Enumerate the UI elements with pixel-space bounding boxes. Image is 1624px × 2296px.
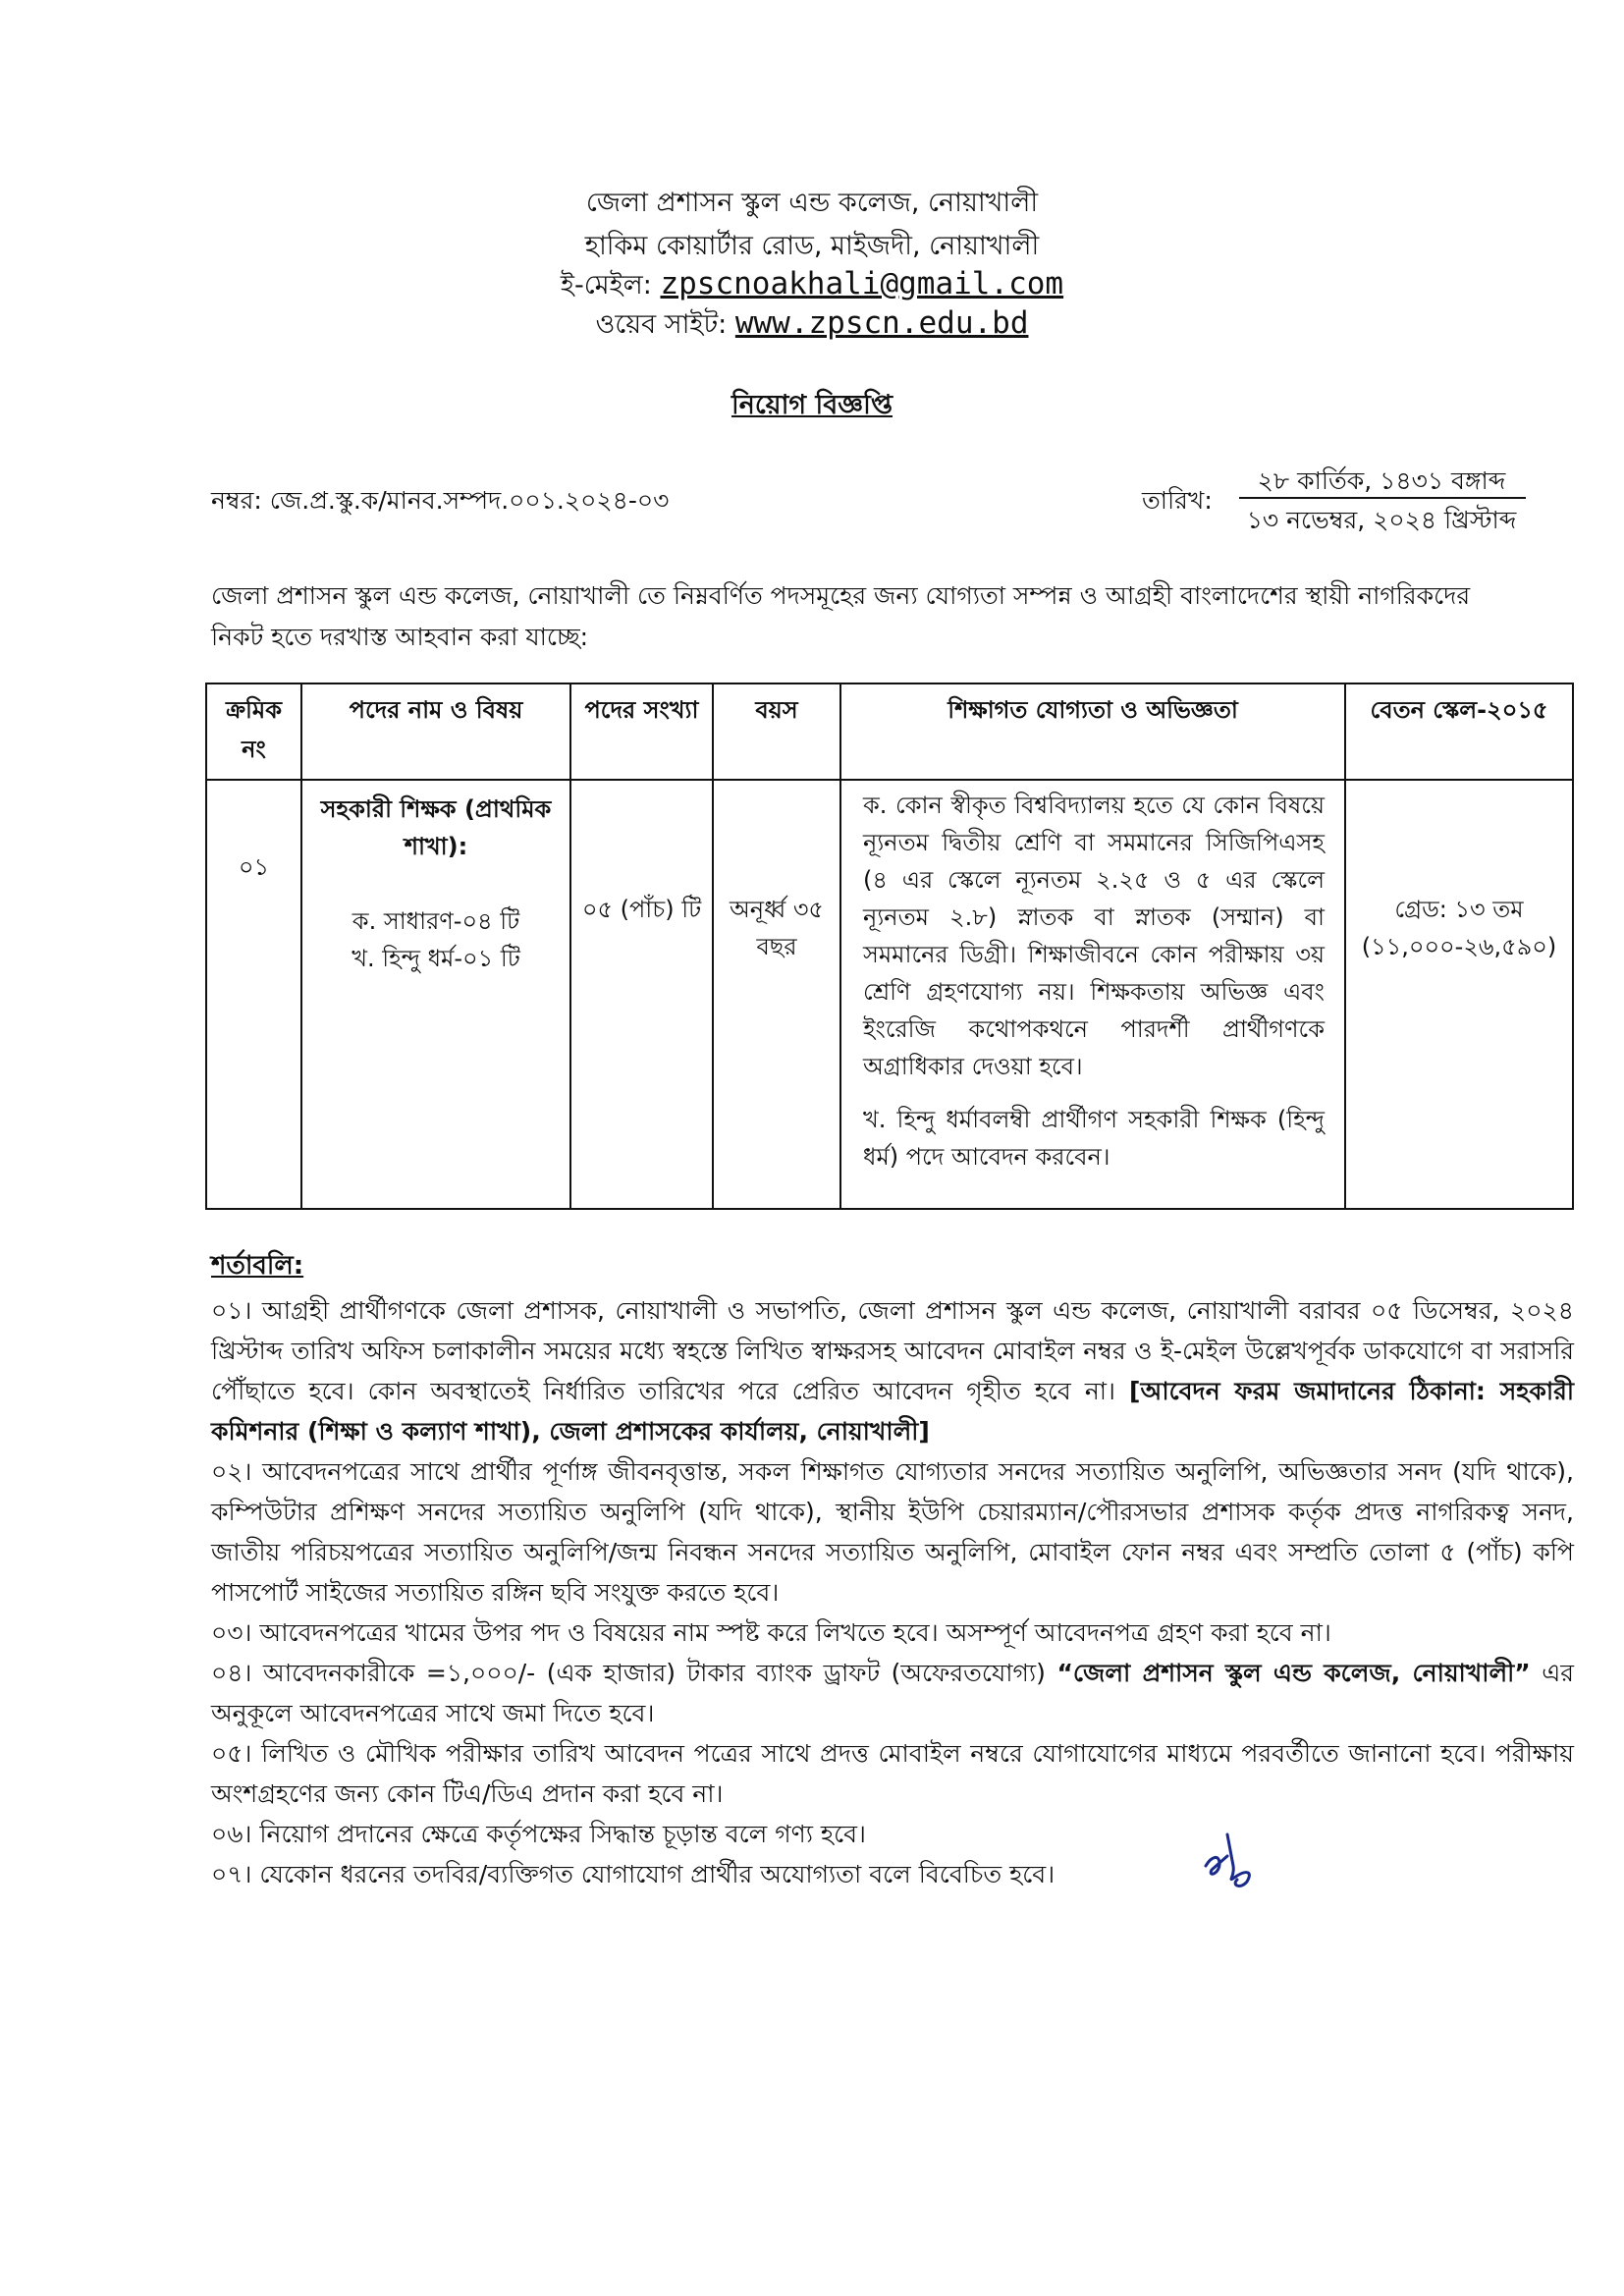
institution-name: জেলা প্রশাসন স্কুল এন্ড কলেজ, নোয়াখালী [585, 188, 1039, 218]
reference-number: নম্বর: জে.প্র.স্কু.ক/মানব.সম্পদ.০০১.২০২৪-০৩ [211, 486, 670, 515]
post-title: সহকারী শিক্ষক (প্রাথমিক শাখা): [320, 795, 552, 860]
date-divider [1239, 497, 1526, 499]
intro-paragraph: জেলা প্রশাসন স্কুল এন্ড কলেজ, নোয়াখালী তে নিম্নবর্ণিত পদসমূহের জন্য যোগ্যতা সম্পন্ন ও আগ্রহী বাংলাদেশের স্থায়ী নাগরিকদের নিকট হতে দরখাস্ত আহবান করা যাচ্ছে: [211, 581, 1471, 651]
email-link[interactable]: zpscnoakhali@gmail.com [660, 266, 1064, 301]
pay-grade: গ্রেড: ১৩ তম [1394, 896, 1524, 923]
term-04 [211, 1653, 1574, 1733]
website-link[interactable]: www.zpscn.edu.bd [734, 305, 1029, 341]
qualification-a: ক. কোন স্বীকৃত বিশ্ববিদ্যালয় হতে যে কোন বিষয়ে ন্যূনতম দ্বিতীয় শ্রেণি বা সমমানের সিজিপিএসহ (৪ এর স্কেলে ন্যূনতম ২.২৫ ও ৫ এর স্কেলে ন্যূনতম ২.৮) স্নাতক বা স্নাতক (সম্মান) বা সমমানের ডিগ্রী। শিক্ষাজীবনে কোন পরীক্ষায় ৩য় শ্রেণি গ্রহণযোগ্য নয়। শিক্ষকতায় অভিজ্ঞ এবং ইংরেজি কথোপকথনে পারদর্শী প্রার্থীগণকে অগ্রাধিকার দেওয়া হবে। [863, 792, 1325, 1080]
header-age: বয়স [713, 683, 840, 780]
header-qualification: শিক্ষাগত যোগ্যতা ও অভিজ্ঞতা [840, 683, 1345, 780]
table-header-row [206, 683, 1573, 780]
term-03: ০৩। আবেদনপত্রের খামের উপর পদ ও বিষয়ের নাম স্পষ্ট করে লিখতে হবে। অসম্পূর্ণ আবেদনপত্র গ্রহণ করা হবে না। [211, 1618, 1331, 1647]
cell-post [301, 780, 570, 1209]
pay-range: (১১,০০০-২৬,৫৯০) [1361, 933, 1557, 960]
term-01-text: ০১। আগ্রহী প্রার্থীগণকে জেলা প্রশাসক, নোয়াখালী ও সভাপতি, জেলা প্রশাসন স্কুল এন্ড কলেজ, নোয়াখালী বরাবর ০৫ ডিসেম্বর, ২০২৪ খ্রিস্টাব্দ তারিখ অফিস চলাকালীন সময়ের মধ্যে স্বহস্তে লিখিত স্বাক্ষরসহ আবেদন মোবাইল নম্বর ও ই-মেইল উল্লেখপূর্বক ডাকযোগে বা সরাসরি পৌঁছাতে হবে। কোন অবস্থাতেই নির্ধারিত তারিখের পরে প্রেরিত আবেদন গৃহীত হবে না। [211, 1296, 1574, 1405]
term-07: ০৭। যেকোন ধরনের তদবির/ব্যক্তিগত যোগাযোগ প্রার্থীর অযোগ্যতা বলে বিবেচিত হবে। [211, 1860, 1056, 1888]
cell-qualification [840, 780, 1345, 1209]
term-04-text: ০৪। আবেদনকারীকে =১,০০০/- (এক হাজার) টাকার ব্যাংক ড্রাফট (অফেরতযোগ্য) [211, 1659, 1057, 1687]
term-04-text-end: এর অনুকূলে আবেদনপত্রের সাথে জমা দিতে হবে। [211, 1659, 1574, 1727]
qualification-b: খ. হিন্দু ধর্মাবলম্বী প্রার্থীগণ সহকারী শিক্ষক (হিন্দু ধর্ম) পদে আবেদন করবেন। [863, 1106, 1325, 1171]
term-02: ০২। আবেদনপত্রের সাথে প্রার্থীর পূর্ণাঙ্গ জীবনবৃত্তান্ত, সকল শিক্ষাগত যোগ্যতার সনদের সত্যায়িত অনুলিপি, অভিজ্ঞতার সনদ (যদি থাকে), কম্পিউটার প্রশিক্ষণ সনদের সত্যায়িত অনুলিপি (যদি থাকে), স্থানীয় ইউপি চেয়ারম্যান/পৌরসভার প্রশাসক কর্তৃক প্রদত্ত নাগরিকত্ব সনদ, জাতীয় পরিচয়পত্রের সত্যায়িত অনুলিপি/জন্ম নিবন্ধন সনদের সত্যায়িত অনুলিপি, মোবাইল ফোন নম্বর এবং সম্প্রতি তোলা ৫ (পাঁচ) কপি পাসপোর্ট সাইজের সত্যায়িত রঙ্গিন ছবি সংযুক্ত করতে হবে। [211, 1457, 1574, 1607]
post-sub-general: ক. সাধারণ-০৪ টি [352, 907, 520, 935]
email-line [0, 265, 1624, 309]
term-01 [211, 1290, 1574, 1451]
term-06: ০৬। নিয়োগ প্রদানের ক্ষেত্রে কর্তৃপক্ষের সিদ্ধান্ত চূড়ান্ত বলে গণ্য হবে। [211, 1820, 866, 1848]
website-line [0, 304, 1624, 349]
cell-age: অনূর্ধ্ব ৩৫ বছর [713, 780, 840, 1209]
term-01-address: [আবেদন ফরম জমাদানের ঠিকানা: সহকারী কমিশনার (শিক্ষা ও কল্যাণ শাখা), জেলা প্রশাসকের কার্যালয়, নোয়াখালী] [211, 1377, 1574, 1446]
header-post: পদের নাম ও বিষয় [301, 683, 570, 780]
email-label: ই-মেইল: [560, 270, 661, 301]
date-label: তারিখ: [1142, 486, 1213, 515]
term-05: ০৫। লিখিত ও মৌখিক পরীক্ষার তারিখ আবেদন পত্রের সাথে প্রদত্ত মোবাইল নম্বরে যোগাযোগের মাধ্যমে পরবর্তীতে জানানো হবে। পরীক্ষায় অংশগ্রহণের জন্য কোন টিএ/ডিএ প্রদান করা হবে না। [211, 1739, 1574, 1808]
term-04-payee: “জেলা প্রশাসন স্কুল এন্ড কলেজ, নোয়াখালী” [1056, 1659, 1531, 1687]
cell-count: ০৫ (পাঁচ) টি [570, 780, 713, 1209]
post-sub-hindu: খ. হিন্দু ধর্ম-০১ টি [352, 945, 520, 972]
terms-title: শর্তাবলি: [211, 1251, 304, 1281]
notice-title-text: নিয়োগ বিজ্ঞপ্তি [731, 390, 893, 420]
header-pay: বেতন স্কেল-২০১৫ [1345, 683, 1573, 780]
date-gregorian: ১৩ নভেম্বর, ২০২৪ খ্রিস্টাব্দ [1246, 506, 1517, 534]
posts-table [205, 683, 1574, 1210]
terms-list [211, 1290, 1574, 1894]
table-row [206, 780, 1573, 1209]
header-serial: ক্রমিক নং [206, 683, 301, 780]
cell-serial: ০১ [206, 780, 301, 1209]
signature [1198, 1827, 1267, 1895]
cell-pay [1345, 780, 1573, 1209]
notice-title [0, 385, 1624, 429]
date-bangla: ২৮ কার্তিক, ১৪৩১ বঙ্গাব্দ [1257, 466, 1506, 495]
institution-address: হাকিম কোয়ার্টার রোড, মাইজদী, নোয়াখালী [584, 231, 1040, 261]
header-count: পদের সংখ্যা [570, 683, 713, 780]
website-label: ওয়েব সাইট: [595, 309, 735, 340]
